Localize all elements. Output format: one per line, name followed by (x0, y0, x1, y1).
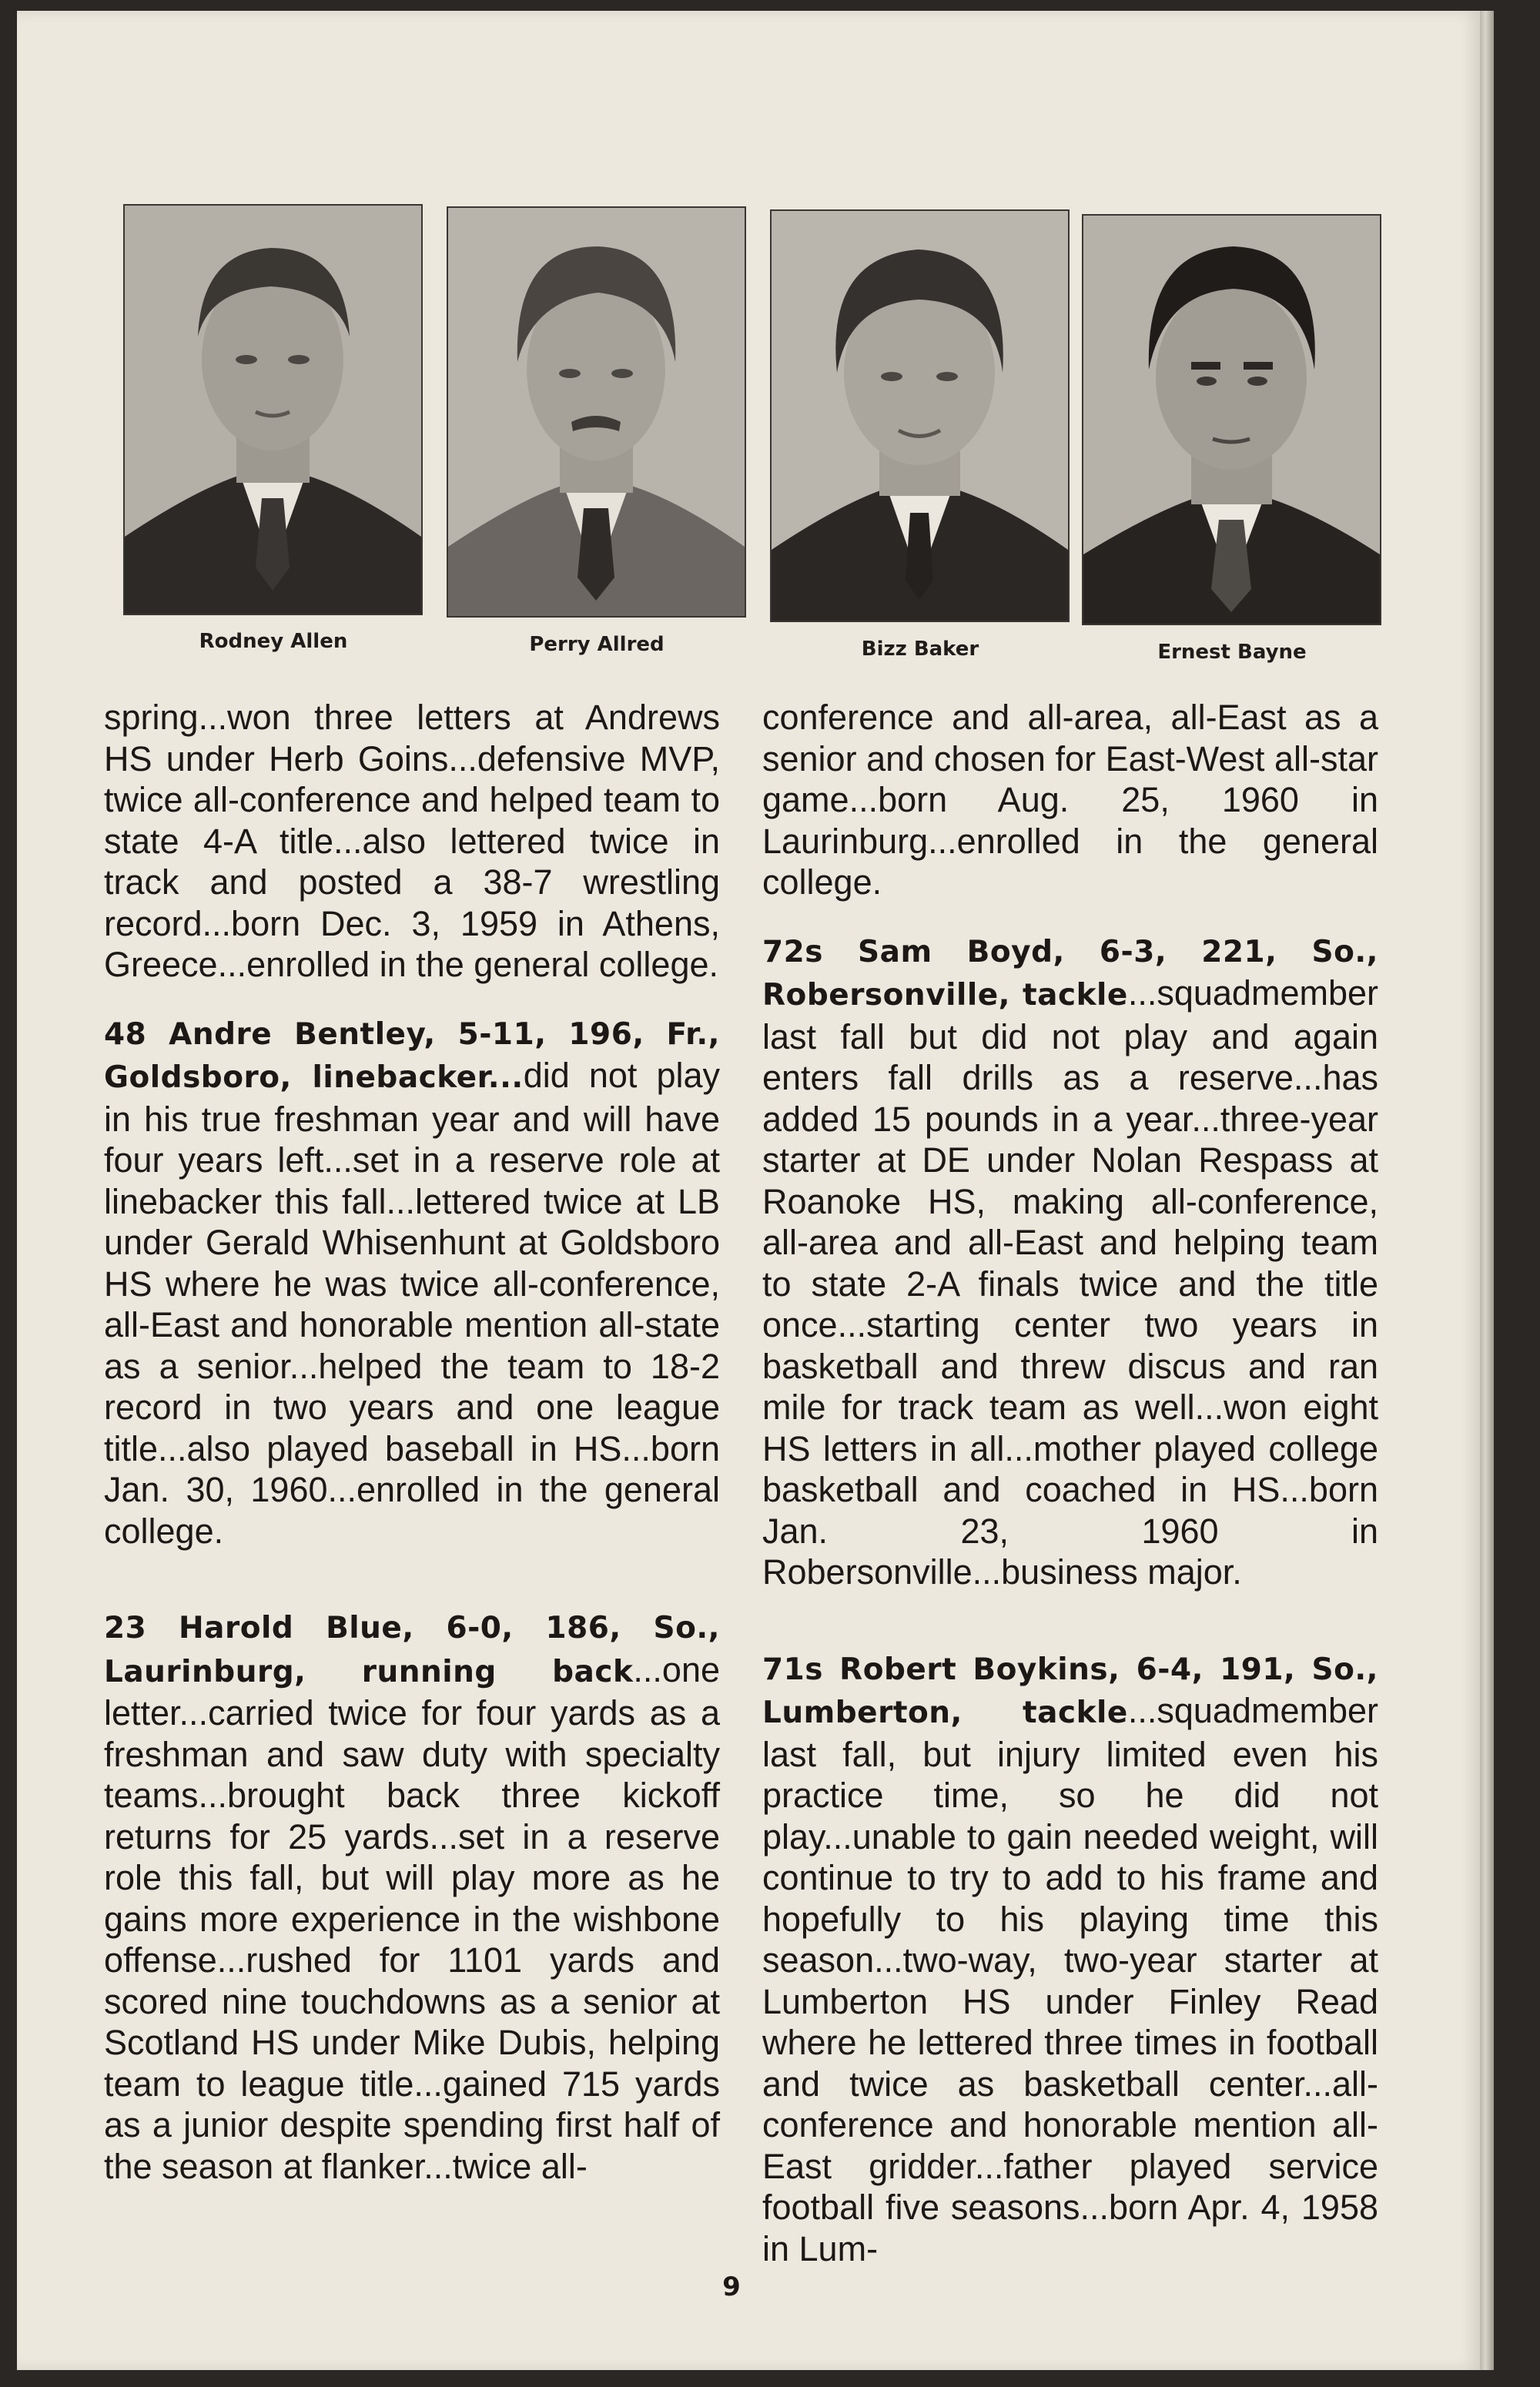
right-text-column (762, 697, 1378, 2295)
bio-heading-robert-boykins: 71s Robert Boykins, 6-4, 191, So., Lumberton, tackle (762, 1652, 1378, 1730)
bio-heading-harold-blue: 23 Harold Blue, 6-0, 186, So., Laurinburg, running back (104, 1611, 720, 1689)
player-photo-bizz-baker (770, 209, 1070, 622)
page-number: 9 (722, 2272, 741, 2302)
player-photo-rodney-allen (123, 204, 423, 615)
bio-heading-sam-boyd: 72s Sam Boyd, 6-3, 221, So., Robersonville, tackle (762, 934, 1378, 1013)
player-photo-ernest-bayne (1082, 214, 1381, 625)
bio-heading-andre-bentley: 48 Andre Bentley, 5-11, 196, Fr., Goldsboro, linebacker... (104, 1016, 720, 1095)
page-spine-edge (1480, 11, 1494, 2370)
bio-andre-bentley: 48 Andre Bentley, 5-11, 196, Fr., Goldsboro, linebacker...did not play in his true freshman year and will have four years left...set in a reserve role at linebacker this fall...lettered twice at LB under Gerald Whisenhunt at Goldsboro HS where he was twice all-conference, all-East and honorable mention all-state as a senior...helped the team to 18-2 record in two years and one league title...also played baseball in HS...born Jan. 30, 1960...enrolled in the general college. (104, 1016, 720, 1551)
photo-caption-bizz-baker: Bizz Baker (861, 638, 979, 661)
bio-sam-boyd: 72s Sam Boyd, 6-3, 221, So., Robersonville, tackle...squadmember last fall but did not play and again enters fall drills as a reserve...has added 15 pounds in a year...three-year starter at DE under Nolan Respass at Roanoke HS, making all-conference, all-area and all-East and helping team to state 2-A finals twice and the title once...starting center two years in basketball and threw discus and ran mile for track team as well...won eight HS letters in all...mother played college basketball and coached in HS...born Jan. 23, 1960 in Robersonville...business major. (762, 934, 1378, 1592)
photo-caption-perry-allred: Perry Allred (529, 633, 665, 656)
bio-paragraph-continued: spring...won three letters at Andrews HS under Herb Goins...defensive MVP, twice all-conference and helped team to state 4-A title...also lettered twice in track and posted a 38-7 wrestling record...born Dec. 3, 1959 in Athens, Greece...enrolled in the general college. (104, 698, 720, 984)
bio-paragraph-continued-right: conference and all-area, all-East as a senior and chosen for East-West all-star game...born Aug. 25, 1960 in Laurinburg...enrolled in the general college. (762, 698, 1378, 902)
bio-harold-blue: 23 Harold Blue, 6-0, 186, So., Laurinburg, running back...one letter...carried twice for four yards as a freshman and saw duty with specialty teams...brought back three kickoff returns for 25 yards...set in a reserve role this fall, but will play more as he gains more experience in the wishbone offense...rushed for 1101 yards and scored nine touchdowns as a senior at Scotland HS under Mike Dubis, helping team to league title...gained 715 yards as a junior despite spending first half of the season at flanker...twice all- (104, 1611, 720, 2186)
photo-caption-ernest-bayne: Ernest Bayne (1157, 641, 1307, 664)
bio-robert-boykins: 71s Robert Boykins, 6-4, 191, So., Lumberton, tackle...squadmember last fall, but injury limited even his practice time, so he did not play...unable to gain needed weight, will continue to try to add to his frame and hopefully to his playing time this season...two-way, two-year starter at Lumberton HS under Finley Read where he lettered three times in football and twice as basketball center...all-conference and honorable mention all-East gridder...father played service football five seasons...born Apr. 4, 1958 in Lum- (762, 1652, 1378, 2268)
photo-caption-rodney-allen: Rodney Allen (199, 630, 348, 653)
player-photo-perry-allred (447, 206, 746, 618)
left-text-column (104, 697, 720, 2213)
